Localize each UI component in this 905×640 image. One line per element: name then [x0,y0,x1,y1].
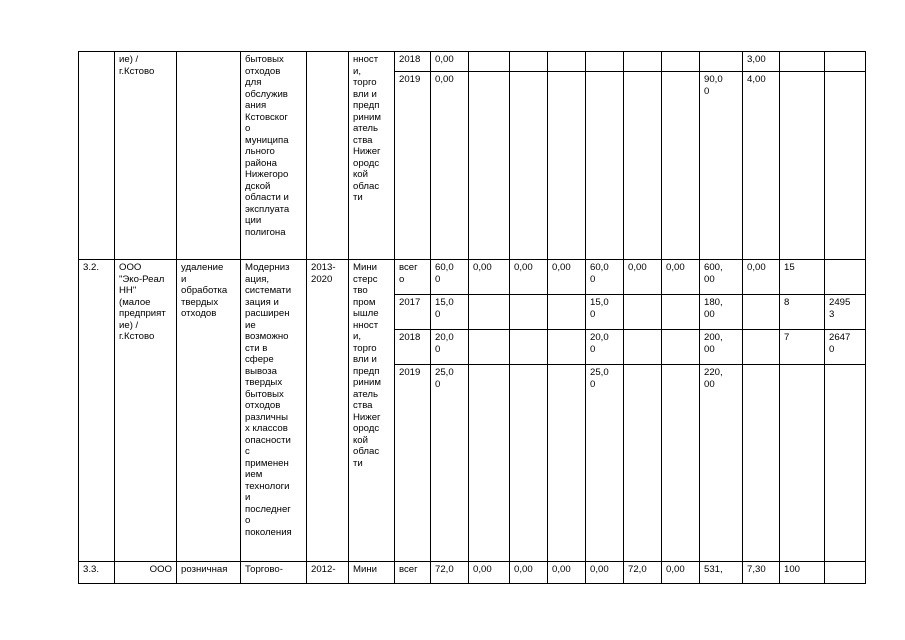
project-cell: Модерниз ация, системати зация и расширен ие возможно сти в сфере вывоза твердых бытовых отходов различны х классов опасности с применен ием технологи и последнег о поколения [241,260,307,562]
value-cell [548,52,586,72]
value-cell [825,72,866,260]
value-cell [700,52,743,72]
value-cell [743,330,780,365]
ministry-cell: Мини [349,562,395,584]
value-cell [469,295,510,330]
value-cell: 0,00 [624,260,662,295]
value-cell [825,52,866,72]
value-cell: 0,00 [510,562,548,584]
value-cell: 25,0 0 [586,365,624,562]
investment-projects-table [78,51,866,584]
year-cell: 2019 [395,365,431,562]
value-cell: 60,0 0 [586,260,624,295]
value-cell [743,365,780,562]
value-cell [586,72,624,260]
value-cell [469,330,510,365]
period-cell: 2013- 2020 [307,260,349,562]
year-cell: 2019 [395,72,431,260]
value-cell [624,52,662,72]
value-cell [662,72,700,260]
year-cell: всег [395,562,431,584]
value-cell: 0,00 [662,562,700,584]
value-cell: 60,0 0 [431,260,469,295]
value-cell: 7 [780,330,825,365]
value-cell: 220, 00 [700,365,743,562]
ministry-cell: Мини стерс тво пром ышле нност и, торго вли и предп риним атель ства Нижег ородс кой облас ти [349,260,395,562]
ministry-cell: нност и, торго вли и предп риним атель ства Нижег ородс кой облас ти [349,52,395,260]
year-cell: всег о [395,260,431,295]
table-row [79,52,866,72]
value-cell [469,52,510,72]
value-cell [825,365,866,562]
table-row [79,562,866,584]
value-cell [469,365,510,562]
value-cell [780,365,825,562]
value-cell: 7,30 [743,562,780,584]
value-cell [780,52,825,72]
value-cell: 15 [780,260,825,295]
value-cell: 180, 00 [700,295,743,330]
value-cell: 90,0 0 [700,72,743,260]
value-cell: 0,00 [743,260,780,295]
value-cell [548,365,586,562]
value-cell [548,72,586,260]
organization-cell: ООО [115,562,177,584]
value-cell [548,295,586,330]
value-cell [510,72,548,260]
value-cell [586,52,624,72]
activity-cell [177,52,241,260]
year-cell: 2017 [395,295,431,330]
organization-cell: ие) / г.Кстово [115,52,177,260]
value-cell: 0,00 [510,260,548,295]
value-cell: 20,0 0 [586,330,624,365]
value-cell [662,295,700,330]
value-cell: 2647 0 [825,330,866,365]
value-cell: 0,00 [469,562,510,584]
value-cell [662,330,700,365]
value-cell [510,295,548,330]
value-cell [510,52,548,72]
value-cell: 0,00 [431,72,469,260]
value-cell [624,330,662,365]
value-cell: 15,0 0 [431,295,469,330]
project-cell: бытовых отходов для обслужив ания Кстовског о муниципа льного района Нижегоро дской области и эксплуата ции полигона [241,52,307,260]
year-cell: 2018 [395,330,431,365]
value-cell [743,295,780,330]
organization-cell: ООО "Эко-Реал НН" (малое предприят ие) / г.Кстово [115,260,177,562]
value-cell: 4,00 [743,72,780,260]
value-cell: 0,00 [548,562,586,584]
activity-cell: удаление и обработка твердых отходов [177,260,241,562]
period-cell: 2012- [307,562,349,584]
value-cell: 0,00 [662,260,700,295]
project-cell: Торгово- [241,562,307,584]
value-cell [624,365,662,562]
value-cell [510,365,548,562]
value-cell: 0,00 [548,260,586,295]
row-number: 3.2. [79,260,115,562]
activity-cell: розничная [177,562,241,584]
value-cell [624,72,662,260]
value-cell: 3,00 [743,52,780,72]
value-cell: 600, 00 [700,260,743,295]
row-number [79,52,115,260]
value-cell: 25,0 0 [431,365,469,562]
year-cell: 2018 [395,52,431,72]
value-cell [624,295,662,330]
value-cell [548,330,586,365]
value-cell [469,72,510,260]
value-cell: 20,0 0 [431,330,469,365]
value-cell: 72,0 [624,562,662,584]
value-cell: 72,0 [431,562,469,584]
value-cell [825,260,866,295]
value-cell: 0,00 [469,260,510,295]
value-cell: 100 [780,562,825,584]
table-row [79,260,866,295]
value-cell: 200, 00 [700,330,743,365]
value-cell: 0,00 [431,52,469,72]
value-cell: 2495 3 [825,295,866,330]
value-cell: 8 [780,295,825,330]
value-cell [662,52,700,72]
value-cell: 0,00 [586,562,624,584]
value-cell [510,330,548,365]
value-cell: 15,0 0 [586,295,624,330]
value-cell [825,562,866,584]
value-cell: 531, [700,562,743,584]
period-cell [307,52,349,260]
value-cell [662,365,700,562]
value-cell [780,72,825,260]
row-number: 3.3. [79,562,115,584]
